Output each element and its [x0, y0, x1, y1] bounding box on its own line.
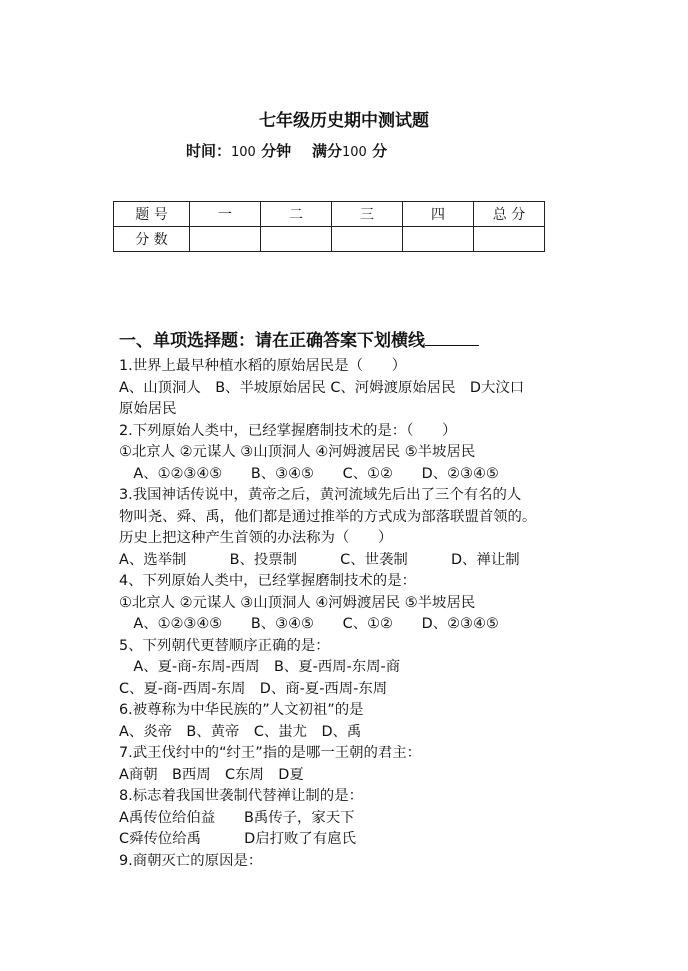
question-line: A、夏-商-东周-西周 B、夏-西周-东周-商 — [119, 659, 401, 675]
question-line: ①北京人 ②元谋人 ③山顶洞人 ④河姆渡居民 ⑤半坡居民 — [119, 444, 476, 460]
score-cell[interactable] — [190, 227, 261, 252]
score-label: 满分 — [311, 142, 342, 160]
header-cell: 一 — [190, 202, 261, 227]
section-title: 一、单项选择题：请在正确答案下划横线 — [119, 331, 425, 351]
question-list — [119, 356, 579, 872]
question-line: 9.商朝灭亡的原因是： — [119, 852, 263, 869]
question-line: C舜传位给禹 D启打败了有扈氏 — [119, 831, 356, 847]
score-value: 100 — [342, 145, 367, 160]
header-cell: 题 号 — [114, 202, 190, 227]
question-line: A、①②③④⑤ B、③④⑤ C、①② D、②③④⑤ — [119, 465, 499, 482]
question-line: 4、下列原始人类中，已经掌握磨制技术的是： — [119, 573, 416, 589]
question-line: A商朝 B西周 C东周 D夏 — [119, 766, 304, 783]
score-cell[interactable] — [261, 227, 332, 252]
question-line: A、山顶洞人 B、半坡原始居民 C、河姆渡原始居民 D大汶口 — [119, 379, 525, 396]
question-line: 2.下列原始人类中，已经掌握磨制技术的是：（ ） — [119, 422, 457, 439]
question-line: A、①②③④⑤ B、③④⑤ C、①② D、②③④⑤ — [119, 616, 499, 632]
question-line: A、选举制 B、投票制 C、世袭制 D、禅让制 — [119, 551, 520, 568]
question-line: 6.被尊称为中华民族的”人文初祖”的是 — [119, 702, 364, 718]
score-unit: 分 — [372, 142, 388, 160]
question-line: 物叫尧、舜、禹，他们都是通过推举的方式成为部落联盟首领的。 — [119, 508, 537, 525]
score-cell[interactable] — [403, 227, 474, 252]
time-value: 100 — [231, 145, 256, 160]
page-title: 七年级历史期中测试题 — [259, 111, 429, 131]
question-line: ①北京人 ②元谋人 ③山顶洞人 ④河姆渡居民 ⑤半坡居民 — [119, 594, 476, 611]
section-heading — [119, 326, 479, 351]
question-line: A禹传位给伯益 B禹传子，家天下 — [119, 809, 355, 826]
score-table-header-row — [114, 202, 545, 227]
question-line: 7.武王伐纣中的“纣王”指的是哪一王朝的君主： — [119, 745, 422, 761]
question-line: 8.标志着我国世袭制代替禅让制的是： — [119, 788, 363, 804]
row-label-cell: 分 数 — [114, 227, 190, 252]
score-table-score-row — [114, 227, 545, 252]
question-line: 1.世界上最早种植水稻的原始居民是（ ） — [119, 358, 407, 374]
answer-blank — [425, 329, 479, 346]
question-line: 3.我国神话传说中，黄帝之后，黄河流域先后出了三个有名的人 — [119, 487, 522, 503]
header-cell: 四 — [403, 202, 474, 227]
score-cell[interactable] — [332, 227, 403, 252]
question-line: 历史上把这种产生首领的办法称为（ ） — [119, 530, 393, 546]
exam-info — [186, 140, 387, 161]
score-cell[interactable] — [474, 227, 545, 252]
header-cell: 二 — [261, 202, 332, 227]
question-line: A、炎帝 B、黄帝 C、蚩尤 D、禹 — [119, 723, 362, 740]
header-cell: 总 分 — [474, 202, 545, 227]
score-table — [113, 201, 545, 252]
time-label: 时间： — [186, 142, 232, 160]
question-line: 原始居民 — [119, 401, 177, 417]
question-line: 5、下列朝代更替顺序正确的是： — [119, 637, 330, 654]
time-unit: 分钟 — [261, 142, 292, 160]
question-line: C、夏-商-西周-东周 D、商-夏-西周-东周 — [119, 680, 388, 697]
header-cell: 三 — [332, 202, 403, 227]
